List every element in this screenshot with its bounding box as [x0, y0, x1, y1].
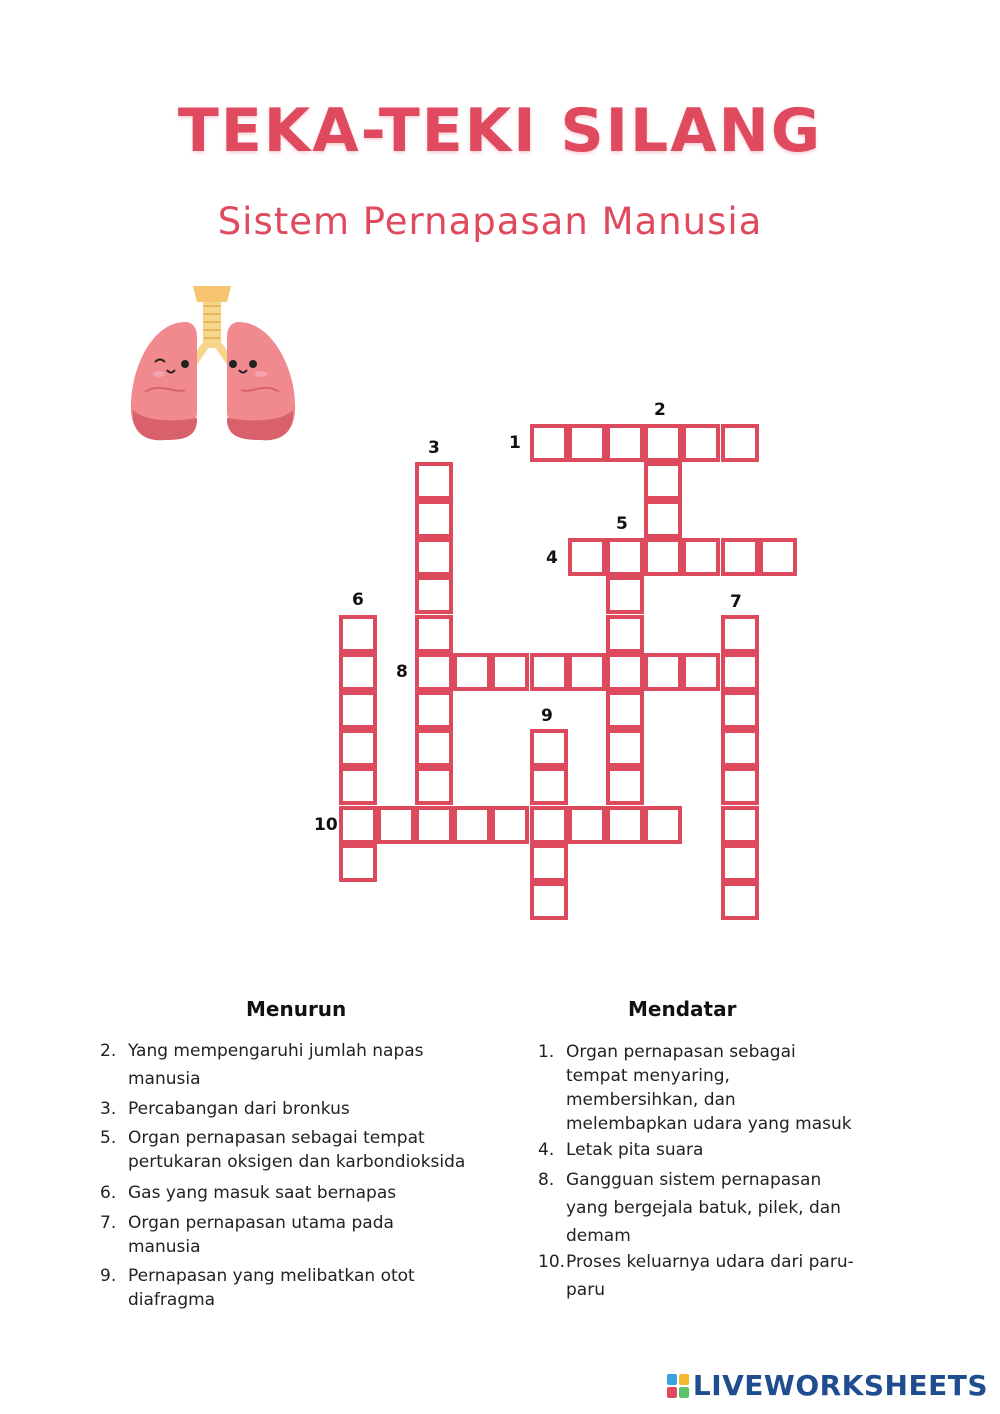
clue-line: membersihkan, dan: [566, 1090, 736, 1110]
crossword-cell[interactable]: [568, 653, 606, 691]
crossword-cell[interactable]: [339, 615, 377, 653]
crossword-cell[interactable]: [644, 462, 682, 500]
clue-text: [128, 1126, 528, 1174]
crossword-cell[interactable]: [491, 653, 529, 691]
clue-line: Gangguan sistem pernapasan: [566, 1170, 822, 1190]
clue-number: 8.: [538, 1170, 555, 1190]
clue-line: Yang mempengaruhi jumlah napas: [128, 1041, 424, 1061]
clue-number-5: 5: [616, 514, 628, 534]
crossword-cell[interactable]: [644, 500, 682, 538]
clue-text: [566, 1166, 966, 1250]
clue-text: [128, 1211, 528, 1259]
crossword-cell[interactable]: [377, 806, 415, 844]
clue-number: 5.: [100, 1128, 117, 1148]
crossword-cell[interactable]: [606, 691, 644, 729]
clue-text: [566, 1138, 966, 1162]
clue-number-9: 9: [541, 706, 553, 726]
crossword-cell[interactable]: [530, 844, 568, 882]
clue-number: 6.: [100, 1183, 117, 1203]
clue-line: Gas yang masuk saat bernapas: [128, 1183, 397, 1203]
crossword-cell[interactable]: [721, 806, 759, 844]
crossword-cell[interactable]: [606, 806, 644, 844]
crossword-cell[interactable]: [606, 729, 644, 767]
crossword-cell[interactable]: [339, 653, 377, 691]
clue-line: manusia: [128, 1069, 201, 1089]
clue-line: Percabangan dari bronkus: [128, 1099, 350, 1119]
clue-number-7: 7: [730, 592, 742, 612]
clue-number-4: 4: [546, 548, 558, 568]
crossword-cell[interactable]: [415, 806, 453, 844]
crossword-cell[interactable]: [644, 424, 682, 462]
crossword-cell[interactable]: [606, 767, 644, 805]
crossword-cell[interactable]: [721, 767, 759, 805]
crossword-cell[interactable]: [721, 691, 759, 729]
crossword-cell[interactable]: [415, 576, 453, 614]
brand-name: LIVEWORKSHEETS: [692, 1369, 988, 1402]
crossword-cell[interactable]: [415, 615, 453, 653]
clue-number-10: 10: [314, 815, 338, 835]
clue-number: 1.: [538, 1042, 555, 1062]
crossword-cell[interactable]: [453, 653, 491, 691]
crossword-cell[interactable]: [339, 691, 377, 729]
crossword-cell[interactable]: [721, 882, 759, 920]
clue-number: 2.: [100, 1041, 117, 1061]
crossword-cell[interactable]: [415, 500, 453, 538]
crossword-cell[interactable]: [606, 653, 644, 691]
crossword-cell[interactable]: [530, 767, 568, 805]
lungs-icon: [125, 282, 300, 447]
crossword-cell[interactable]: [759, 538, 797, 576]
clue-text: [128, 1181, 528, 1205]
crossword-cell[interactable]: [339, 729, 377, 767]
crossword-cell[interactable]: [415, 653, 453, 691]
crossword-cell[interactable]: [568, 538, 606, 576]
down-heading: Menurun: [246, 997, 347, 1021]
crossword-cell[interactable]: [606, 538, 644, 576]
clue-line: Proses keluarnya udara dari paru-: [566, 1252, 854, 1272]
clue-text: [128, 1097, 528, 1122]
crossword-cell[interactable]: [530, 806, 568, 844]
crossword-cell[interactable]: [568, 424, 606, 462]
crossword-cell[interactable]: [415, 691, 453, 729]
clue-line: manusia: [128, 1237, 201, 1257]
clue-line: demam: [566, 1226, 631, 1246]
clue-line: yang bergejala batuk, pilek, dan: [566, 1198, 841, 1218]
crossword-cell[interactable]: [530, 882, 568, 920]
crossword-cell[interactable]: [721, 538, 759, 576]
crossword-cell[interactable]: [415, 462, 453, 500]
clue-number: 4.: [538, 1140, 555, 1160]
crossword-cell[interactable]: [568, 806, 606, 844]
crossword-cell[interactable]: [721, 615, 759, 653]
page-title: TEKA-TEKI SILANG: [177, 96, 823, 166]
crossword-cell[interactable]: [682, 653, 720, 691]
crossword-cell[interactable]: [644, 806, 682, 844]
clue-text: [128, 1037, 528, 1093]
crossword-cell[interactable]: [453, 806, 491, 844]
clue-number-2: 2: [654, 400, 666, 420]
crossword-cell[interactable]: [339, 767, 377, 805]
page-subtitle: Sistem Pernapasan Manusia: [217, 200, 763, 243]
liveworksheets-logo-icon: [667, 1374, 689, 1398]
clue-text: [566, 1040, 966, 1136]
crossword-cell[interactable]: [721, 653, 759, 691]
crossword-cell[interactable]: [606, 424, 644, 462]
clue-line: Organ pernapasan sebagai: [566, 1042, 796, 1062]
clue-text: [566, 1248, 966, 1304]
crossword-cell[interactable]: [644, 538, 682, 576]
crossword-cell[interactable]: [682, 538, 720, 576]
crossword-cell[interactable]: [721, 424, 759, 462]
clue-number: 7.: [100, 1213, 117, 1233]
crossword-cell[interactable]: [682, 424, 720, 462]
clue-line: paru: [566, 1280, 605, 1300]
crossword-cell[interactable]: [530, 653, 568, 691]
clue-line: pertukaran oksigen dan karbondioksida: [128, 1152, 466, 1172]
crossword-cell[interactable]: [339, 806, 377, 844]
crossword-cell[interactable]: [415, 729, 453, 767]
clue-number-1: 1: [509, 433, 521, 453]
crossword-cell[interactable]: [721, 844, 759, 882]
clue-number-6: 6: [352, 590, 364, 610]
crossword-cell[interactable]: [339, 844, 377, 882]
crossword-cell[interactable]: [415, 767, 453, 805]
clue-line: tempat menyaring,: [566, 1066, 730, 1086]
clue-line: Letak pita suara: [566, 1140, 704, 1160]
clue-number-8: 8: [396, 662, 408, 682]
crossword-cell[interactable]: [644, 653, 682, 691]
clue-number: 3.: [100, 1099, 117, 1119]
crossword-cell[interactable]: [415, 538, 453, 576]
clue-number: 10.: [538, 1252, 566, 1272]
clue-number: 9.: [100, 1266, 117, 1286]
crossword-cell[interactable]: [606, 576, 644, 614]
liveworksheets-brand: [667, 1369, 988, 1402]
crossword-cell[interactable]: [530, 424, 568, 462]
clue-line: melembapkan udara yang masuk: [566, 1114, 852, 1134]
clue-number-3: 3: [428, 438, 440, 458]
clue-text: [128, 1264, 528, 1312]
clue-line: Organ pernapasan sebagai tempat: [128, 1128, 425, 1148]
clue-line: diafragma: [128, 1290, 216, 1310]
across-heading: Mendatar: [628, 997, 737, 1021]
crossword-cell[interactable]: [606, 615, 644, 653]
crossword-cell[interactable]: [721, 729, 759, 767]
crossword-cell[interactable]: [491, 806, 529, 844]
crossword-cell[interactable]: [530, 729, 568, 767]
clue-line: Organ pernapasan utama pada: [128, 1213, 394, 1233]
clue-line: Pernapasan yang melibatkan otot: [128, 1266, 415, 1286]
